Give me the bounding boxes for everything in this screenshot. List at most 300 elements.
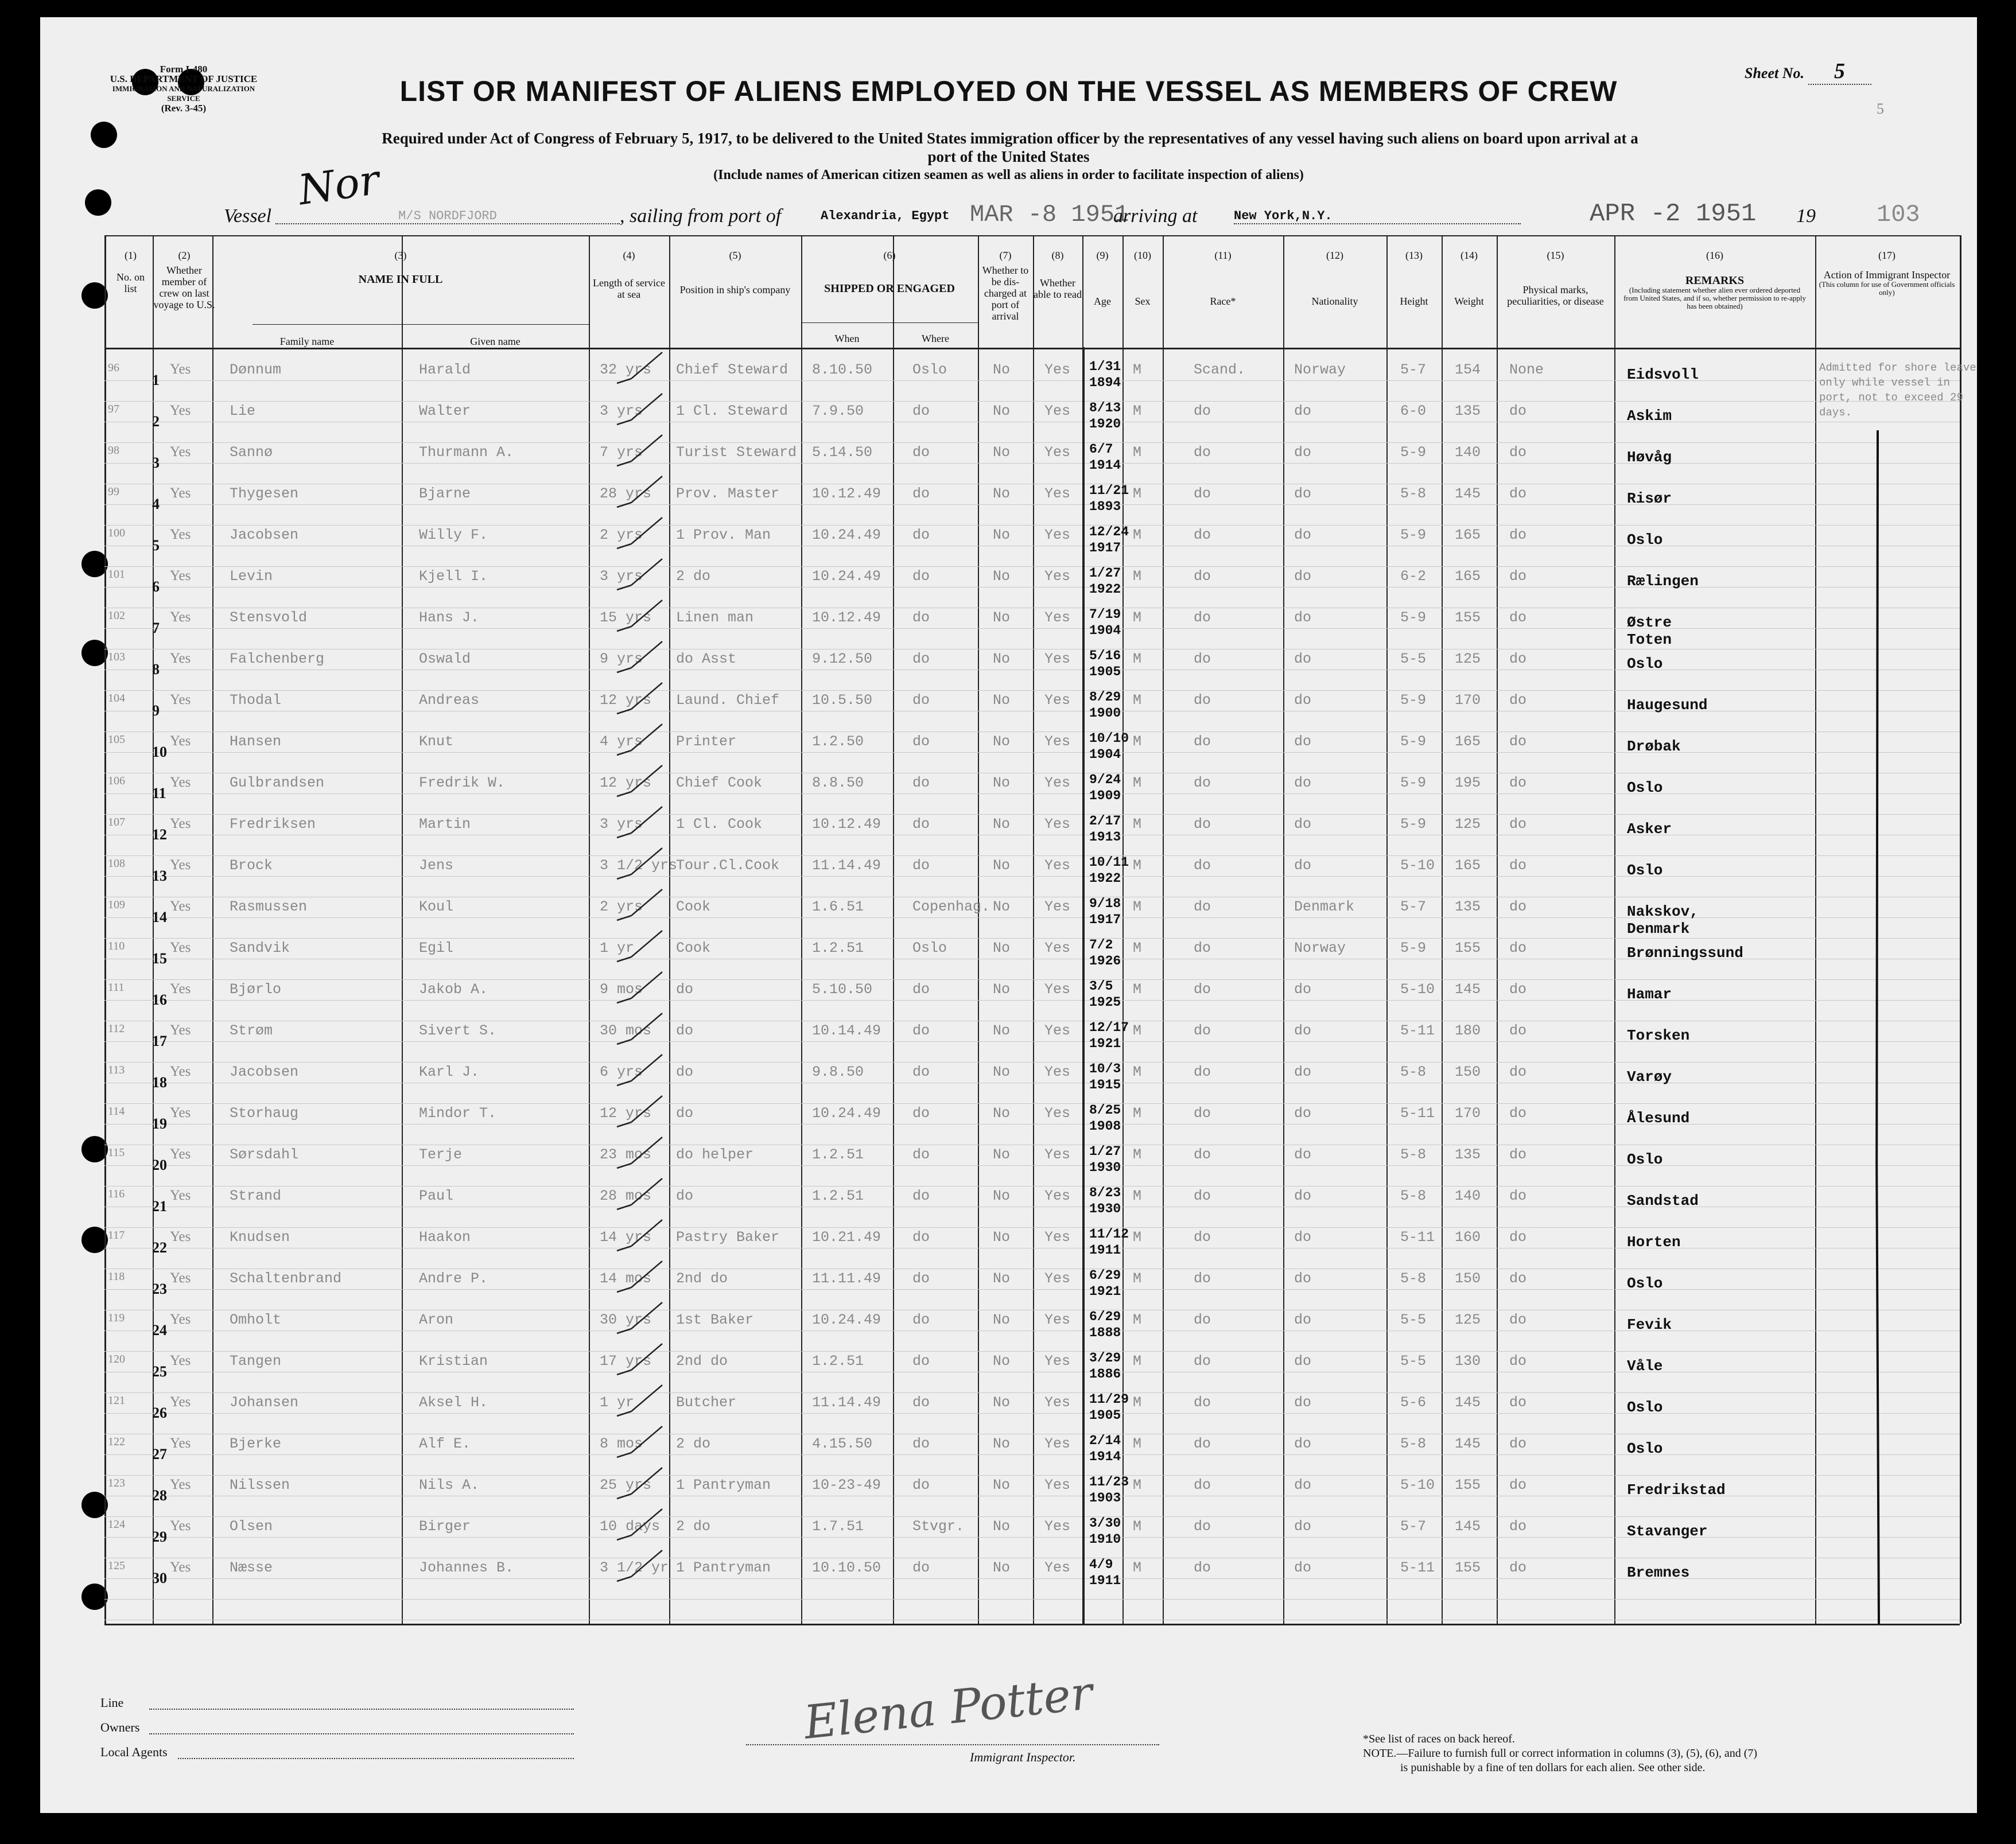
column-divider: [104, 235, 106, 1624]
length-of-service: 2 yrs: [600, 527, 643, 543]
ship-position: Turist Steward: [676, 444, 797, 461]
family-name: Falchenberg: [230, 651, 325, 667]
birthplace-remark: Oslo: [1627, 1440, 1663, 1457]
physical-marks: do: [1509, 816, 1527, 832]
able-to-read: Yes: [1044, 857, 1071, 874]
given-name: Haakon: [419, 1229, 471, 1246]
shipped-when-header: When: [834, 333, 860, 344]
physical-marks: do: [1509, 1229, 1527, 1246]
column-divider: [402, 235, 403, 1624]
column-divider: [1122, 235, 1124, 1624]
discharged-at-arrival: No: [993, 361, 1011, 378]
row-serial: 125: [108, 1559, 125, 1572]
sex-value: M: [1133, 651, 1142, 667]
race-value: do: [1194, 568, 1211, 585]
shipped-when: 5.10.50: [812, 981, 873, 998]
race-value: do: [1194, 1518, 1211, 1535]
height-value: 5-7: [1400, 1518, 1427, 1535]
given-name: Andre P.: [419, 1270, 488, 1287]
row-number: 11: [152, 785, 166, 802]
weight-value: 125: [1455, 651, 1481, 667]
birth-year: 1930: [1089, 1201, 1121, 1216]
weight-value: 135: [1455, 898, 1481, 915]
column-divider: [1815, 235, 1816, 1624]
service-name: IMMIGRATION AND NATURALIZATION SERVICE: [112, 84, 255, 103]
race-value: do: [1194, 1270, 1211, 1287]
column-divider: [669, 235, 670, 1624]
height-value: 5-9: [1400, 940, 1427, 956]
tally-mark: [614, 1548, 666, 1588]
physical-marks: do: [1509, 775, 1527, 791]
tally-mark: [614, 1176, 666, 1216]
physical-marks: do: [1509, 568, 1527, 585]
sex-value: M: [1133, 940, 1142, 956]
length-of-service: 23 mos: [600, 1146, 652, 1163]
birthplace-remark: Fredrikstad: [1627, 1481, 1726, 1499]
col-8-header: (8) Whether able to read: [1034, 250, 1082, 300]
birth-date: 3/29: [1089, 1351, 1121, 1366]
ship-position: 2 do: [676, 568, 711, 585]
tally-mark: [614, 804, 666, 845]
col-3-header: (3) NAME IN FULL: [358, 250, 443, 286]
shipped-when: 4.15.50: [812, 1435, 873, 1452]
birthplace-remark: Oslo: [1627, 1275, 1663, 1292]
able-to-read: Yes: [1044, 898, 1071, 915]
row-serial: 118: [108, 1270, 125, 1283]
shipped-where: do: [912, 857, 930, 874]
race-value: do: [1194, 403, 1211, 419]
col-11-header: (11) Race*: [1210, 250, 1236, 307]
column-divider: [1033, 235, 1034, 1624]
tally-mark: [614, 1094, 666, 1134]
ship-position: do: [676, 1188, 694, 1204]
race-value: do: [1194, 733, 1211, 750]
tally-mark: [614, 639, 666, 679]
birth-year: 1911: [1089, 1243, 1121, 1258]
row-serial: 109: [108, 898, 125, 911]
given-name: Jakob A.: [419, 981, 488, 998]
row-serial: 107: [108, 816, 125, 828]
family-name: Schaltenbrand: [230, 1270, 342, 1287]
nationality-value: do: [1294, 1559, 1312, 1576]
column-divider: [1386, 235, 1388, 1624]
column-divider: [1497, 235, 1498, 1624]
family-name: Nilssen: [230, 1477, 290, 1493]
sex-value: M: [1133, 1064, 1142, 1080]
row-number: 7: [152, 620, 160, 636]
ship-position: Chief Steward: [676, 361, 788, 378]
length-of-service: 28 yrs: [600, 485, 652, 502]
departure-stamp: MAR -8 1951: [970, 201, 1129, 228]
form-revision: (Rev. 3-45): [161, 103, 207, 114]
nationality-value: do: [1294, 1064, 1312, 1080]
crew-last-voyage: Yes: [170, 403, 191, 418]
local-agents-label: Local Agents: [100, 1745, 168, 1759]
tally-mark: [614, 350, 666, 390]
row-serial: 114: [108, 1105, 125, 1118]
shipped-when: 10.24.49: [812, 568, 881, 585]
able-to-read: Yes: [1044, 361, 1071, 378]
birth-date: 6/29: [1089, 1309, 1121, 1324]
birth-date: 12/24: [1089, 524, 1129, 539]
weight-value: 155: [1455, 940, 1481, 956]
row-number: 8: [152, 661, 160, 678]
ruled-line: [104, 1289, 1960, 1290]
sailing-label: , sailing from port of: [620, 205, 782, 227]
sex-value: M: [1133, 1435, 1142, 1452]
crew-last-voyage: Yes: [170, 1146, 191, 1162]
physical-marks: do: [1509, 1518, 1527, 1535]
ship-position: 1 Pantryman: [676, 1559, 771, 1576]
discharged-at-arrival: No: [993, 568, 1011, 585]
header-bottom-border: [104, 348, 1960, 349]
birth-date: 7/19: [1089, 607, 1121, 622]
race-value: Scand.: [1194, 361, 1246, 378]
row-number: 23: [152, 1281, 167, 1297]
vessel-name: M/S NORDFJORD: [275, 209, 620, 224]
physical-marks: do: [1509, 609, 1527, 626]
column-divider: [1614, 235, 1615, 1624]
nationality-value: do: [1294, 1229, 1312, 1246]
length-of-service: 1 yr: [600, 1394, 635, 1411]
row-serial: 99: [108, 485, 119, 498]
length-of-service: 32 yrs: [600, 361, 652, 378]
tally-mark: [614, 433, 666, 473]
tally-mark: [614, 1383, 666, 1423]
tally-mark: [614, 722, 666, 762]
race-value: do: [1194, 857, 1211, 874]
birth-date: 11/23: [1089, 1475, 1129, 1489]
sex-value: M: [1133, 898, 1142, 915]
col-17-header: (17) Action of Immigrant Inspector (This column for use of Government officials only): [1819, 250, 1955, 297]
nationality-value: do: [1294, 403, 1312, 419]
weight-value: 125: [1455, 816, 1481, 832]
physical-marks: do: [1509, 981, 1527, 998]
tally-mark: [614, 846, 666, 886]
family-name: Thygesen: [230, 485, 299, 502]
line-label: Line: [100, 1695, 124, 1710]
family-name: Johansen: [230, 1394, 299, 1411]
nationality-value: do: [1294, 1105, 1312, 1122]
weight-value: 165: [1455, 568, 1481, 585]
nationality-value: do: [1294, 692, 1312, 709]
crew-last-voyage: Yes: [170, 1064, 191, 1079]
shipped-where-header: Where: [922, 333, 949, 344]
birth-year: 1900: [1089, 706, 1121, 721]
able-to-read: Yes: [1044, 816, 1071, 832]
birthplace-remark: Oslo: [1627, 779, 1663, 796]
shipped-when: 1.2.50: [812, 733, 864, 750]
crew-last-voyage: Yes: [170, 1435, 191, 1451]
given-name: Mindor T.: [419, 1105, 497, 1122]
discharged-at-arrival: No: [993, 1270, 1011, 1287]
ship-position: do: [676, 1105, 694, 1122]
family-name: Gulbrandsen: [230, 775, 325, 791]
row-number: 26: [152, 1405, 167, 1421]
birth-date: 1/27: [1089, 566, 1121, 581]
crew-last-voyage: Yes: [170, 651, 191, 666]
given-name: Paul: [419, 1188, 454, 1204]
birthplace-remark: Stavanger: [1627, 1523, 1708, 1540]
able-to-read: Yes: [1044, 444, 1071, 461]
birth-year: 1886: [1089, 1367, 1121, 1382]
birth-year: 1921: [1089, 1036, 1121, 1051]
shipped-where: do: [912, 568, 930, 585]
birthplace-remark: Haugesund: [1627, 697, 1708, 714]
sex-value: M: [1133, 1353, 1142, 1370]
given-name: Oswald: [419, 651, 471, 667]
physical-marks: None: [1509, 361, 1544, 378]
weight-value: 155: [1455, 1559, 1481, 1576]
sex-value: M: [1133, 609, 1142, 626]
tally-mark: [614, 887, 666, 927]
ruled-line: [104, 504, 1960, 505]
weight-value: 145: [1455, 485, 1481, 502]
birth-year: 1914: [1089, 458, 1121, 473]
tally-mark: [614, 928, 666, 968]
discharged-at-arrival: No: [993, 1188, 1011, 1204]
physical-marks: do: [1509, 1146, 1527, 1163]
discharged-at-arrival: No: [993, 527, 1011, 543]
race-value: do: [1194, 1146, 1211, 1163]
sex-value: M: [1133, 485, 1142, 502]
column-divider: [1283, 235, 1284, 1624]
discharged-at-arrival: No: [993, 1105, 1011, 1122]
birthplace-remark: Ålesund: [1627, 1110, 1690, 1127]
given-name: Sivert S.: [419, 1022, 497, 1039]
tally-mark: [614, 1011, 666, 1051]
discharged-at-arrival: No: [993, 1394, 1011, 1411]
race-value: do: [1194, 816, 1211, 832]
row-number: 5: [152, 537, 160, 554]
ship-position: Tour.Cl.Cook: [676, 857, 780, 874]
weight-value: 170: [1455, 692, 1481, 709]
birth-date: 10/3: [1089, 1061, 1121, 1076]
birthplace-remark: Oslo: [1627, 862, 1663, 879]
shipped-where: do: [912, 1312, 930, 1328]
family-name: Strand: [230, 1188, 282, 1204]
able-to-read: Yes: [1044, 485, 1071, 502]
discharged-at-arrival: No: [993, 1559, 1011, 1576]
shipped-when: 8.10.50: [812, 361, 873, 378]
column-divider: [893, 235, 894, 1624]
birthplace-remark: Varøy: [1627, 1068, 1672, 1086]
discharged-at-arrival: No: [993, 403, 1011, 419]
birthplace-remark: Torsken: [1627, 1027, 1690, 1044]
length-of-service: 14 mos: [600, 1270, 652, 1287]
tally-mark: [614, 1507, 666, 1547]
row-number: 14: [152, 909, 167, 925]
sex-value: M: [1133, 857, 1142, 874]
nationality-value: do: [1294, 1022, 1312, 1039]
ship-position: Butcher: [676, 1394, 737, 1411]
shipped-where: do: [912, 1477, 930, 1493]
row-serial: 110: [108, 940, 125, 952]
shipped-when: 1.7.51: [812, 1518, 864, 1535]
agents-underline: [178, 1758, 574, 1759]
birth-year: 1888: [1089, 1325, 1121, 1340]
col-10-header: (10) Sex: [1134, 250, 1151, 307]
weight-value: 145: [1455, 981, 1481, 998]
shipped-when: 10.10.50: [812, 1559, 881, 1576]
physical-marks: do: [1509, 733, 1527, 750]
height-value: 5-9: [1400, 444, 1427, 461]
race-value: do: [1194, 609, 1211, 626]
race-value: do: [1194, 485, 1211, 502]
col-13-header: (13) Height: [1400, 250, 1428, 307]
height-value: 5-5: [1400, 1353, 1427, 1370]
physical-marks: do: [1509, 898, 1527, 915]
row-number: 29: [152, 1528, 167, 1545]
sex-value: M: [1133, 1022, 1142, 1039]
birth-date: 6/29: [1089, 1268, 1121, 1283]
weight-value: 165: [1455, 857, 1481, 874]
sex-value: M: [1133, 692, 1142, 709]
birthplace-remark: Askim: [1627, 407, 1672, 425]
height-value: 5-8: [1400, 485, 1427, 502]
length-of-service: 25 yrs: [600, 1477, 652, 1493]
given-name: Johannes B.: [419, 1559, 514, 1576]
shipped-where: do: [912, 1188, 930, 1204]
weight-value: 140: [1455, 1188, 1481, 1204]
ship-position: Linen man: [676, 609, 754, 626]
race-value: do: [1194, 651, 1211, 667]
row-number: 1: [152, 372, 160, 388]
birthplace-remark: Hamar: [1627, 986, 1672, 1003]
tally-mark: [614, 1259, 666, 1299]
weight-value: 135: [1455, 1146, 1481, 1163]
row-serial: 120: [108, 1353, 125, 1366]
row-serial: 115: [108, 1146, 125, 1159]
race-value: do: [1194, 1435, 1211, 1452]
birth-year: 1904: [1089, 623, 1121, 638]
crew-last-voyage: Yes: [170, 444, 191, 460]
tally-mark: [614, 474, 666, 514]
row-number: 13: [152, 867, 167, 884]
given-name: Alf E.: [419, 1435, 471, 1452]
crew-last-voyage: Yes: [170, 816, 191, 831]
ruled-line: [104, 525, 1960, 526]
weight-value: 160: [1455, 1229, 1481, 1246]
shipped-where: Stvgr.: [912, 1518, 965, 1535]
row-number: 27: [152, 1446, 167, 1462]
sex-value: M: [1133, 733, 1142, 750]
ruled-line: [104, 690, 1960, 691]
birth-date: 3/30: [1089, 1516, 1121, 1531]
sex-value: M: [1133, 1270, 1142, 1287]
ruled-line: [104, 566, 1960, 567]
birth-date: 2/17: [1089, 814, 1121, 828]
family-name: Brock: [230, 857, 273, 874]
penalty-note: NOTE.—Failure to furnish full or correct information in columns (3), (5), (6), and (7): [1363, 1747, 1758, 1760]
ruled-line: [104, 1599, 1960, 1600]
ruled-line: [104, 401, 1960, 402]
crew-last-voyage: Yes: [170, 1559, 191, 1575]
length-of-service: 8 mos: [600, 1435, 643, 1452]
form-title: LIST OR MANIFEST OF ALIENS EMPLOYED ON THE VESSEL AS MEMBERS OF CREW: [399, 75, 1618, 107]
row-number: 22: [152, 1239, 167, 1256]
port-of-arrival: New York,N.Y.: [1234, 209, 1521, 224]
shipped-where: do: [912, 1229, 930, 1246]
physical-marks: do: [1509, 1022, 1527, 1039]
family-name: Sandvik: [230, 940, 290, 956]
birth-date: 3/5: [1089, 979, 1113, 994]
weight-value: 165: [1455, 733, 1481, 750]
ship-position: Cook: [676, 898, 711, 915]
shipped-where: do: [912, 1394, 930, 1411]
birthplace-remark: Oslo: [1627, 1151, 1663, 1168]
shipped-where: do: [912, 1435, 930, 1452]
shipped-when: 10.14.49: [812, 1022, 881, 1039]
nationality-value: do: [1294, 609, 1312, 626]
ship-position: 1 Pantryman: [676, 1477, 771, 1493]
able-to-read: Yes: [1044, 733, 1071, 750]
given-name: Knut: [419, 733, 454, 750]
discharged-at-arrival: No: [993, 1477, 1011, 1493]
race-value: do: [1194, 1353, 1211, 1370]
ruled-line: [104, 1227, 1960, 1228]
shipped-where: do: [912, 485, 930, 502]
shipped-when: 1.2.51: [812, 940, 864, 956]
discharged-at-arrival: No: [993, 733, 1011, 750]
height-value: 5-11: [1400, 1229, 1435, 1246]
discharged-at-arrival: No: [993, 1312, 1011, 1328]
ship-position: 2 do: [676, 1435, 711, 1452]
ship-position: Chief Cook: [676, 775, 763, 791]
physical-marks: do: [1509, 527, 1527, 543]
sex-value: M: [1133, 775, 1142, 791]
race-value: do: [1194, 1559, 1211, 1576]
nationality-value: do: [1294, 775, 1312, 791]
port-of-departure: Alexandria, Egypt: [821, 209, 950, 223]
nationality-value: do: [1294, 485, 1312, 502]
physical-marks: do: [1509, 485, 1527, 502]
handwritten-mark: Nor: [295, 155, 382, 215]
birth-year: 1911: [1089, 1573, 1121, 1588]
crew-last-voyage: Yes: [170, 1188, 191, 1203]
family-name: Fredriksen: [230, 816, 316, 832]
nationality-value: do: [1294, 1477, 1312, 1493]
ruled-line: [104, 855, 1960, 856]
family-name: Lie: [230, 403, 256, 419]
discharged-at-arrival: No: [993, 857, 1011, 874]
birthplace-remark: Fevik: [1627, 1316, 1672, 1333]
length-of-service: 30 mos: [600, 1022, 652, 1039]
ruled-line: [104, 1475, 1960, 1476]
col-14-header: (14) Weight: [1454, 250, 1484, 307]
able-to-read: Yes: [1044, 1312, 1071, 1328]
physical-marks: do: [1509, 692, 1527, 709]
age-column-rule: [1082, 347, 1085, 1624]
shipped-when: 8.8.50: [812, 775, 864, 791]
shipped-where: do: [912, 1146, 930, 1163]
shipped-when: 5.14.50: [812, 444, 873, 461]
race-value: do: [1194, 1312, 1211, 1328]
crew-last-voyage: Yes: [170, 361, 191, 377]
row-serial: 111: [108, 981, 125, 994]
form-subtitle-2: port of the United States: [927, 148, 1090, 165]
shipped-subheader-rule: [801, 322, 978, 323]
shipped-where: Copenhag.: [912, 898, 990, 915]
sex-value: M: [1133, 403, 1142, 419]
able-to-read: Yes: [1044, 1270, 1071, 1287]
family-name: Rasmussen: [230, 898, 308, 915]
able-to-read: Yes: [1044, 1559, 1071, 1576]
crew-last-voyage: Yes: [170, 1477, 191, 1492]
height-value: 5-8: [1400, 1435, 1427, 1452]
row-serial: 100: [108, 527, 125, 539]
row-serial: 108: [108, 857, 125, 870]
